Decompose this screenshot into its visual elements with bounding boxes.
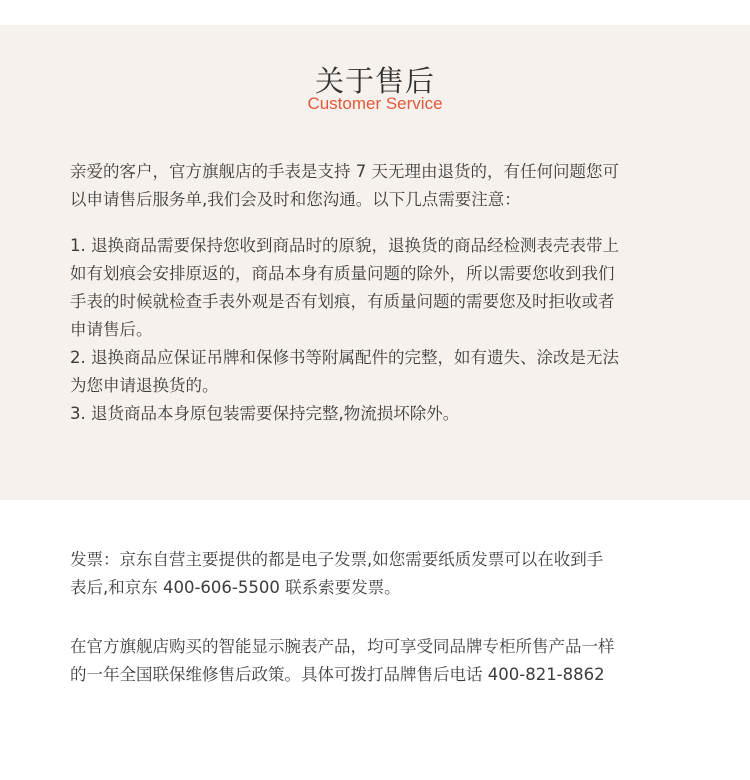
note-line: 申请售后。 (70, 320, 153, 339)
warranty-paragraph (70, 633, 670, 689)
page-title: 关于售后 (314, 64, 435, 98)
invoice-line: 发票：京东自营主要提供的都是电子发票,如您需要纸质发票可以在收到手 (70, 550, 604, 569)
warranty-line: 的一年全国联保维修售后政策。具体可拨打品牌售后电话 400-821-8862 (70, 665, 605, 684)
warranty-line: 在官方旗舰店购买的智能显示腕表产品，均可享受同品牌专柜所售产品一样 (70, 637, 615, 656)
note-line: 1. 退换商品需要保持您收到商品时的原貌，退换货的商品经检测表壳表带上 (70, 236, 619, 255)
note-line: 3. 退货商品本身原包装需要保持完整,物流损坏除外。 (70, 404, 460, 423)
note-line: 2. 退换商品应保证吊牌和保修书等附属配件的完整，如有遗失、涂改是无法 (70, 348, 619, 367)
invoice-paragraph (70, 546, 670, 602)
intro-line: 亲爱的客户，官方旗舰店的手表是支持 7 天无理由退货的，有任何问题您可 (70, 162, 619, 181)
note-line: 为您申请退换货的。 (70, 376, 219, 395)
intro-line: 以申请售后服务单,我们会及时和您沟通。以下几点需要注意： (70, 190, 521, 209)
intro-paragraph (70, 158, 670, 214)
invoice-line: 表后,和京东 400-606-5500 联系索要发票。 (70, 578, 401, 597)
page-subtitle: Customer Service (307, 94, 443, 113)
notes-list (70, 232, 670, 428)
note-line: 如有划痕会安排原返的，商品本身有质量问题的除外，所以需要您收到我们 (70, 264, 615, 283)
note-line: 手表的时候就检查手表外观是否有划痕，有质量问题的需要您及时拒收或者 (70, 292, 615, 311)
